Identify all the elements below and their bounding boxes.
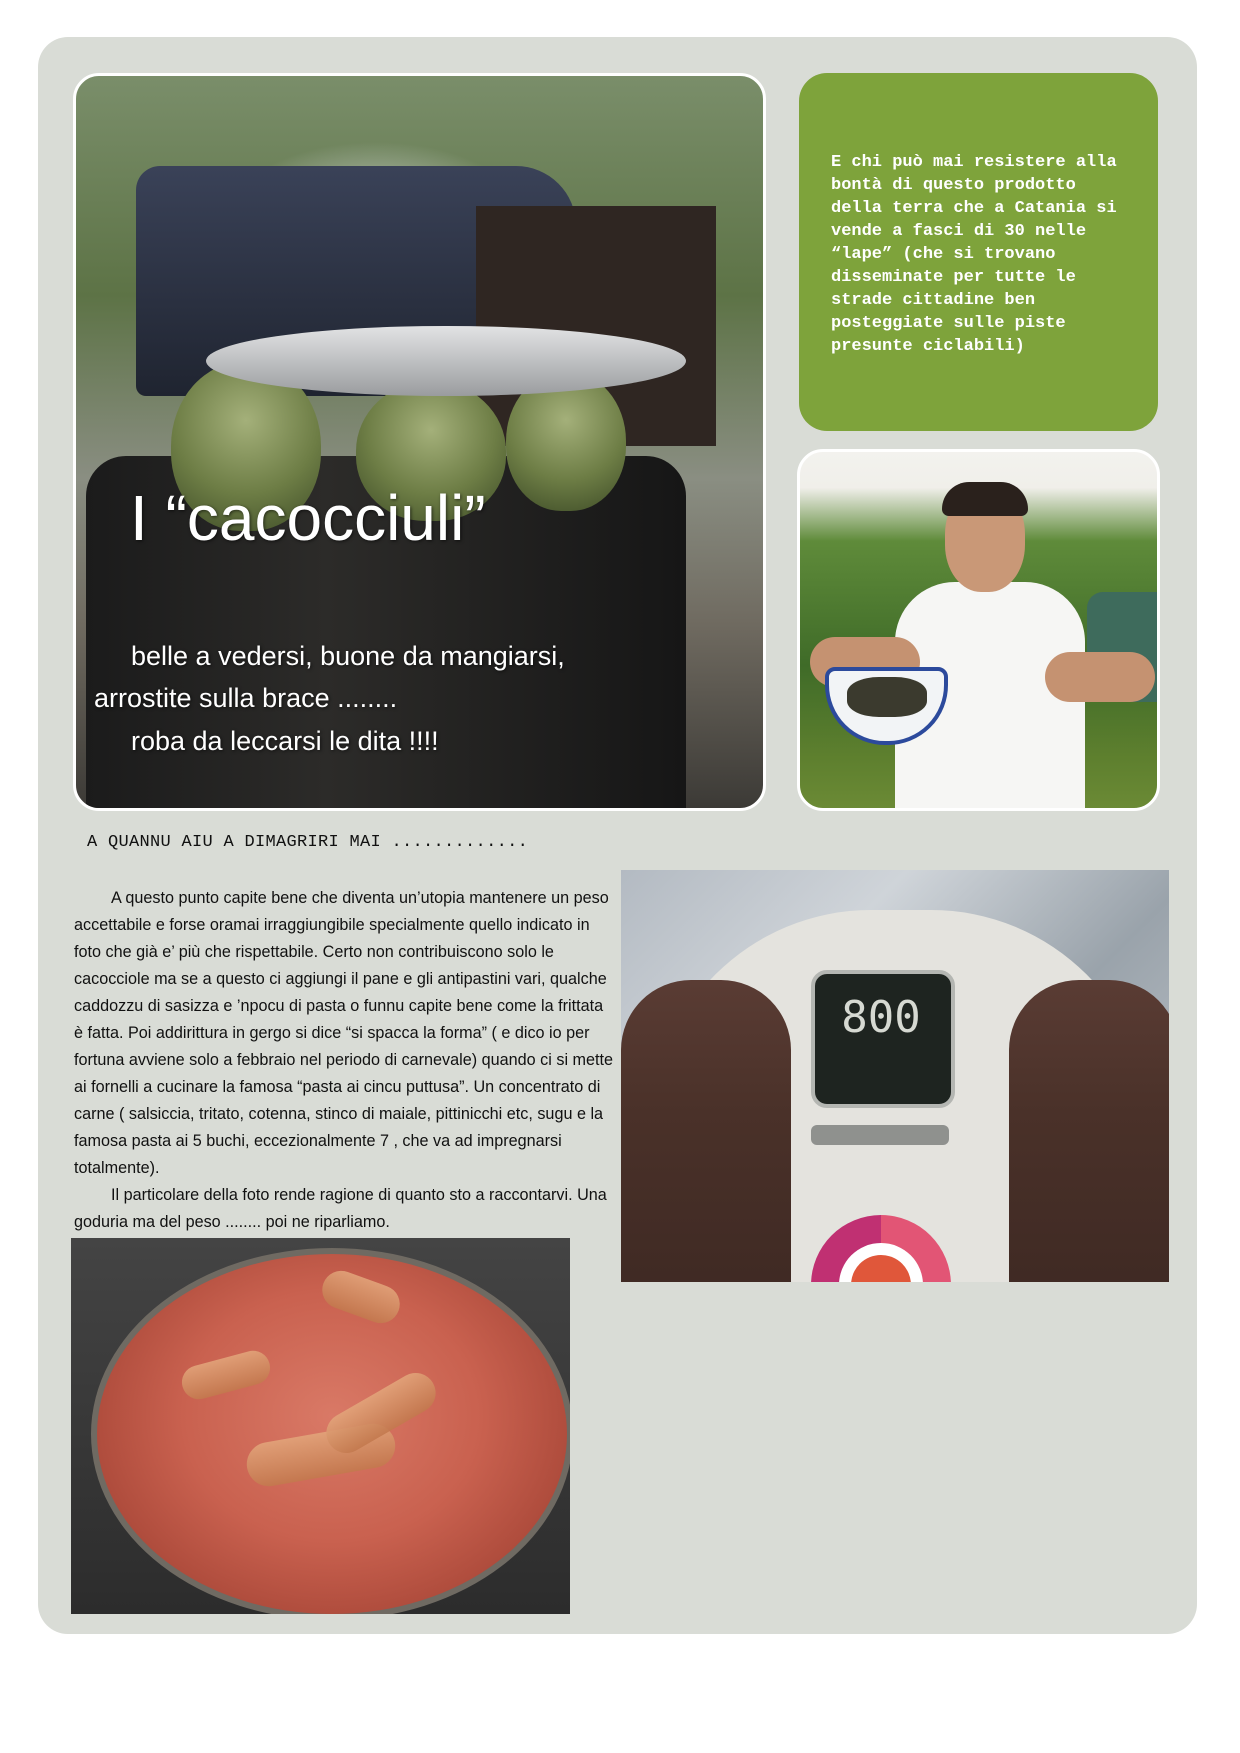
scale-buttons-illustration — [811, 1125, 949, 1145]
man-with-bowl-photo — [797, 449, 1160, 811]
hero-caption-line-3: roba da leccarsi le dita !!!! — [131, 726, 439, 756]
right-foot-illustration — [1009, 980, 1169, 1282]
section-heading: A QUANNU AIU A DIMAGRIRI MAI ............. — [87, 833, 529, 852]
article-paragraph-2: Il particolare della foto rende ragione di quanto sto a raccontarvi. Una goduria ma del peso ........ poi ne riparliamo. — [74, 1186, 607, 1231]
hero-title: I “cacocciuli” — [130, 482, 486, 554]
quote-box-text: E chi può mai resistere alla bontà di questo prodotto della terra che a Catania si vende a fasci di 30 nelle “lape” (che si trovano disseminate per tutte le strade cittadine ben posteggiate sulle piste presunte ciclabili) — [831, 153, 1117, 356]
scale-display — [811, 970, 955, 1108]
man-hair-illustration — [942, 482, 1028, 516]
pot-lid-illustration — [206, 326, 686, 396]
left-foot-illustration — [621, 980, 791, 1282]
artichokes-brazier-photo — [73, 73, 766, 811]
hero-caption-line-2: arrostite sulla brace ........ — [94, 683, 398, 713]
man-arm-illustration — [1045, 652, 1155, 702]
article-body — [74, 885, 614, 1236]
pasta-sauce-pot-photo — [71, 1238, 570, 1614]
hero-caption-line-1: belle a vedersi, buone da mangiarsi, — [131, 641, 565, 671]
scale-reading: 800 — [841, 992, 921, 1043]
bathroom-scale-photo — [621, 870, 1169, 1282]
article-paragraph-1: A questo punto capite bene che diventa un’utopia mantenere un peso accettabile e forse oramai irraggiungibile specialmente quello indicato in foto che già e’ più che rispettabile. Certo non contribuiscono solo le cacocciole ma se a questo ci aggiungi il pane e gli antipastini vari, qualche caddozzu di sasizza e ’npocu di pasta o funnu capite bene come la frittata è fatta. Poi addirittura in gergo si dice “si spacca la forma” ( e dico io per fortuna avviene solo a febbraio nel periodo di carnevale) quando ci si mette ai fornelli a cucinare la famosa “pasta ai cincu puttusa”. Un concentrato di carne ( salsiccia, tritato, cotenna, stinco di maiale, pittinicchi etc, sugu e la famosa pasta ai 5 buchi, eccezionalmente 7 , che va ad impregnarsi totalmente). — [74, 889, 614, 1177]
quote-box — [799, 73, 1158, 431]
